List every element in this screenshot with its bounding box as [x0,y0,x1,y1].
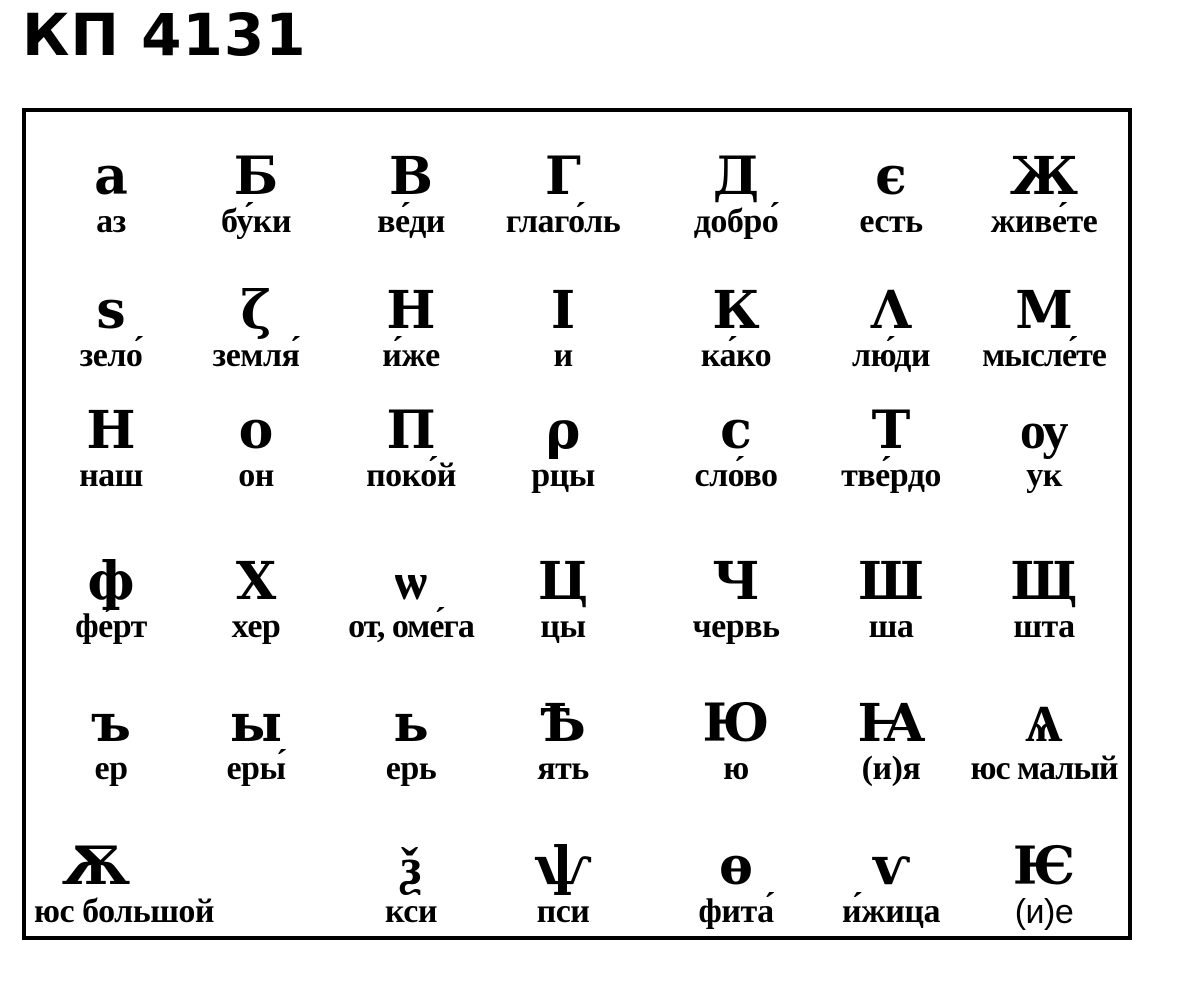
letter-name: фита́ [698,893,774,930]
letter-name: ук [1026,457,1062,494]
letter-glyph: ѵ [871,836,911,897]
letter-cell-dobro [651,146,821,240]
letter-name: (и)е [1014,893,1074,931]
letter-glyph: Ж [1009,146,1079,207]
letter-glyph: І [550,280,576,341]
letter-cell-yu [651,693,821,787]
letter-glyph: ф [87,551,135,612]
letter-glyph: Ѣ [540,693,586,754]
letter-name: кси [385,893,437,930]
letter-name: живе́те [990,203,1098,240]
letter-glyph: В [389,146,433,207]
letter-cell-on [171,400,341,494]
letter-cell-uk [959,400,1129,494]
letter-glyph: Ц [537,551,589,612]
letter-cell-shta [959,551,1129,645]
letter-name: он [238,457,274,494]
letter-name: (и)я [861,750,921,787]
letter-glyph: о [238,400,274,461]
letter-cell-erj [326,693,496,787]
letter-glyph: П [386,400,436,461]
letter-cell-lyudi [806,280,976,374]
letter-name: еры́ [226,750,286,787]
letter-name: поко́й [366,457,456,494]
letter-name: ерь [385,750,437,787]
letter-glyph: Ꙗ [857,693,925,754]
letter-glyph: Ю [702,693,770,754]
letter-cell-psi [478,836,648,930]
letter-cell-fita [651,836,821,930]
letter-glyph: Ѫ [61,836,131,897]
letter-glyph: Λ [870,280,912,341]
letter-name: ка́ко [700,337,772,374]
letter-glyph: Ч [712,551,760,612]
letter-glyph: а [94,146,128,207]
letter-cell-sha [806,551,976,645]
letter-glyph: є [875,146,907,207]
letter-name: фе́рт [75,608,147,645]
letter-glyph: Х [235,551,277,612]
letter-name: хер [231,608,281,645]
letter-name: тве́рдо [841,457,941,494]
letter-name: земля́ [212,337,300,374]
letter-cell-omega [326,551,496,645]
letter-cell-buki [171,146,341,240]
letter-cell-est [806,146,976,240]
letter-cell-i [478,280,648,374]
letter-name: пси [536,893,590,930]
letter-cell-vedi [326,146,496,240]
letter-cell-glagol [478,146,648,240]
page-title: КП 4131 [22,1,307,69]
letter-glyph: Ш [858,551,924,612]
letter-cell-yus-bolshoy [26,836,276,930]
letter-name: червь [692,608,780,645]
letter-cell-izhitsa [806,836,976,930]
letter-glyph: Н [386,280,436,341]
letter-cell-ya [806,693,976,787]
letter-glyph: ь [393,693,429,754]
letter-name: есть [859,203,923,240]
letter-name: и́же [382,337,440,374]
letter-glyph: ы [229,693,283,754]
letter-name: аз [96,203,126,240]
letter-glyph: ζ [240,280,272,341]
letter-cell-ksi [326,836,496,930]
letter-name: наш [79,457,143,494]
alphabet-table [22,108,1132,940]
letter-glyph: Ѥ [1012,836,1076,897]
letter-name: юс большой [34,893,215,930]
letter-glyph: К [712,280,760,341]
letter-cell-yus-maly [959,693,1129,787]
letter-glyph: Г [545,146,581,207]
letter-glyph: Ѧ [1025,693,1063,754]
letter-glyph: ѡ [394,551,428,612]
letter-name: глаго́ль [505,203,621,240]
letter-glyph: Щ [1010,551,1078,612]
letter-glyph: Т [871,400,911,461]
letter-glyph: ρ [545,400,581,461]
letter-name: юс малый [970,750,1118,787]
letter-cell-tverdo [806,400,976,494]
letter-cell-myslete [959,280,1129,374]
letter-name: рцы [531,457,595,494]
letter-name: мысле́те [982,337,1106,374]
letter-cell-tsy [478,551,648,645]
letter-cell-pokoy [326,400,496,494]
letter-cell-ery [171,693,341,787]
letter-cell-izhe [326,280,496,374]
letter-cell-kher [171,551,341,645]
letter-glyph: Б [233,146,279,207]
letter-glyph: Д [712,146,760,207]
letter-name: ве́ди [377,203,445,240]
letter-name: лю́ди [852,337,930,374]
letter-name: ер [94,750,128,787]
letter-glyph: ѕ [96,280,126,341]
letter-cell-yat [478,693,648,787]
letter-cell-ie [959,836,1129,931]
letter-cell-cherv [651,551,821,645]
letter-glyph: ѱ [534,836,592,897]
letter-name: от, оме́га [348,608,474,645]
letter-cell-rtsy [478,400,648,494]
letter-cell-kako [651,280,821,374]
letter-name: сло́во [694,457,778,494]
letter-name: бу́ки [221,203,291,240]
letter-cell-slovo [651,400,821,494]
letter-name: ять [537,750,589,787]
letter-name: добро́ [693,203,779,240]
letter-name: и [553,337,573,374]
letter-glyph: ѯ [400,836,422,897]
letter-name: зело́ [79,337,143,374]
letter-name: ша [868,608,914,645]
letter-name: ю [723,750,749,787]
letter-glyph: с [720,400,752,461]
letter-glyph: ъ [91,693,131,754]
letter-cell-zemlya [171,280,341,374]
letter-name: цы [540,608,586,645]
letter-name: и́жица [842,893,940,930]
letter-glyph: ѳ [719,836,753,897]
letter-name: шта [1013,608,1075,645]
letter-glyph: ѹ [1020,400,1068,461]
letter-glyph: Н [86,400,136,461]
letter-cell-zhivete [959,146,1129,240]
letter-glyph: М [1015,280,1073,341]
